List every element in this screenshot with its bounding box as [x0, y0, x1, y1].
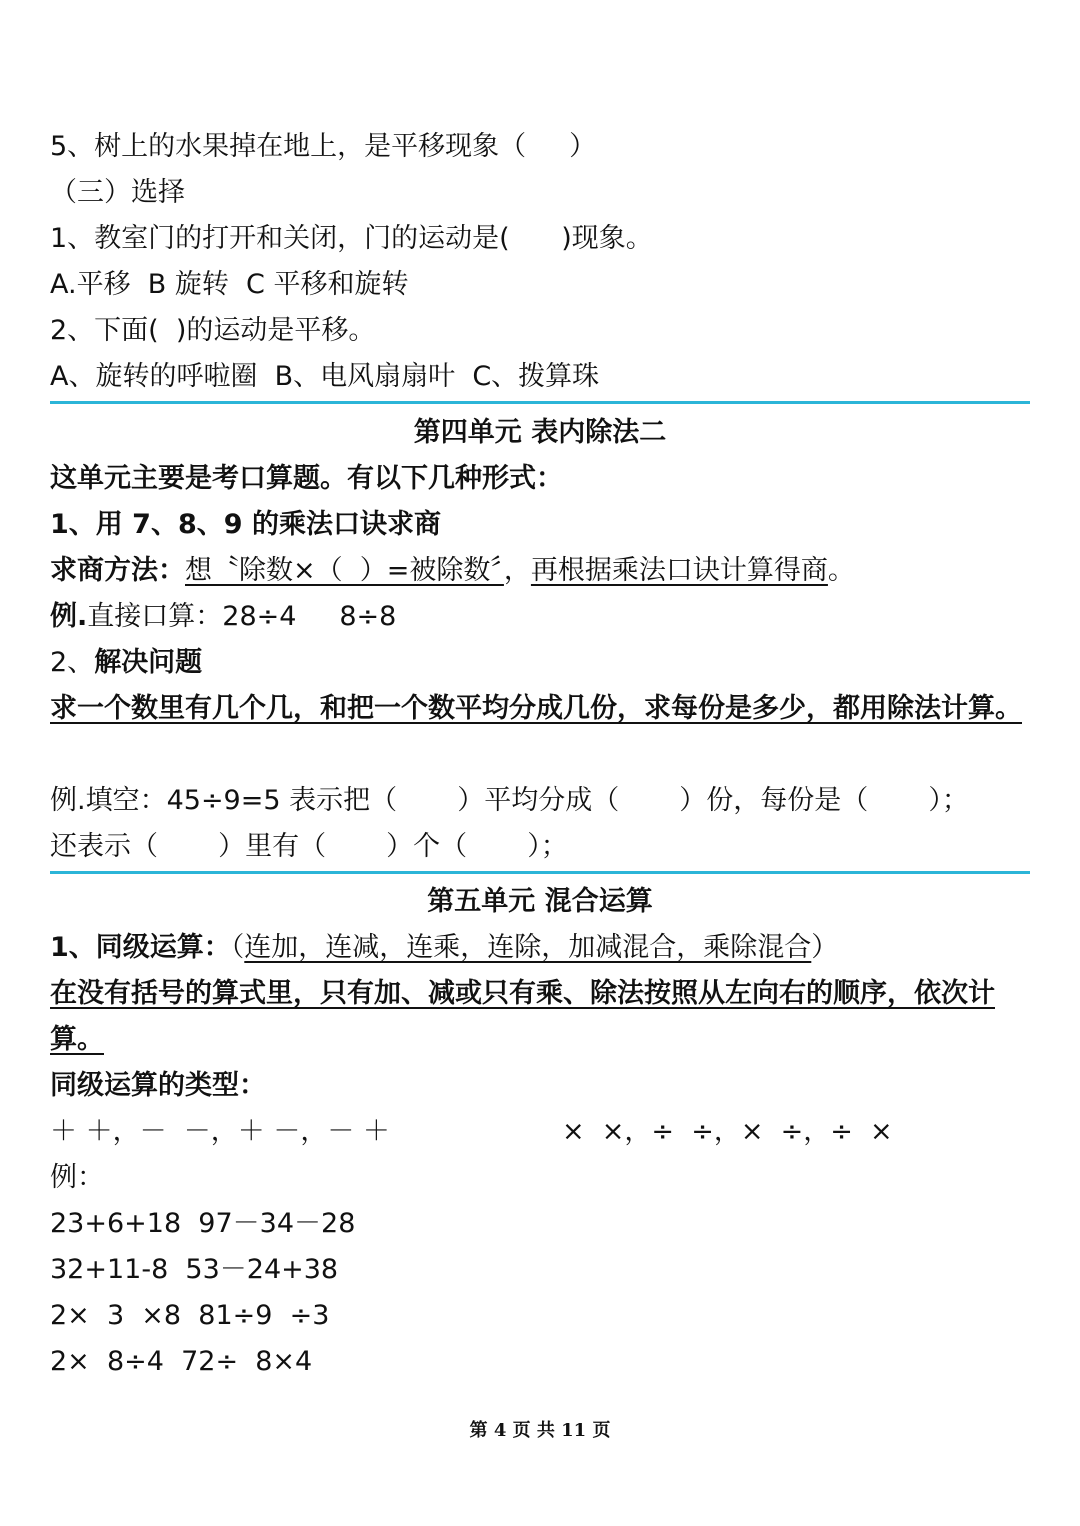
- unit5-example-4: 2× 8÷4 72÷ 8×4: [50, 1346, 313, 1377]
- unit5-example-label: 例：: [50, 1162, 104, 1193]
- judge-item-5: 5、树上的水果掉在地上，是平移现象（ ）: [50, 131, 597, 162]
- method-separator: ，: [503, 555, 531, 586]
- choice-question-1: 1、教室门的打开和关闭，门的运动是( )现象。: [50, 223, 653, 254]
- page-footer: 第 4 页 共 11 页: [469, 1420, 611, 1441]
- unit5-example-2: 32+11-8 53－24+38: [50, 1254, 339, 1285]
- unit4-method: [50, 548, 855, 594]
- unit4-division-rule: 求一个数里有几个几，和把一个数平均分成几份，求每份是多少，都用除法计算。: [50, 693, 1022, 724]
- item1-list: 连加，连减，连乘，连除，加减混合，乘除混合: [244, 932, 812, 963]
- method-part2: 再根据乘法口诀计算得商: [530, 555, 828, 586]
- unit4-example: [50, 594, 396, 640]
- item1-paren-open: （: [230, 932, 245, 963]
- unit5-types-left: ＋ ＋，－ －，＋ －，－ ＋: [50, 1116, 390, 1147]
- item2-title: 解决问题: [94, 647, 203, 678]
- unit4-item2: [50, 640, 202, 686]
- item1-paren-close: ）: [811, 932, 839, 963]
- item2-number: 2、: [50, 647, 95, 678]
- unit5-title: 第五单元 混合运算: [427, 886, 653, 917]
- choice-question-1-options: A.平移 B 旋转 C 平移和旋转: [50, 269, 409, 300]
- unit5-types-title: 同级运算的类型：: [50, 1070, 266, 1101]
- unit5-item1: [50, 925, 838, 971]
- section-divider: [50, 401, 1030, 404]
- item1-label: 1、同级运算：: [50, 932, 231, 963]
- choice-question-2-options: A、旋转的呼啦圈 B、电风扇扇叶 C、拨算珠: [50, 361, 600, 392]
- example-text: 直接口算：28÷4 8÷8: [87, 601, 397, 632]
- unit5-order-rule: 在没有括号的算式里，只有加、减或只有乘、除法按照从左向右的顺序，依次计算。: [50, 978, 995, 1055]
- method-end: 。: [827, 555, 855, 586]
- unit5-types-right: × ×，÷ ÷，× ÷，÷ ×: [562, 1116, 893, 1147]
- unit5-example-3: 2× 3 ×8 81÷9 ÷3: [50, 1300, 330, 1331]
- unit4-item1-title: 1、用 7、8、9 的乘法口诀求商: [50, 509, 441, 540]
- choice-heading: （三）选择: [50, 177, 185, 208]
- choice-question-2: 2、下面( )的运动是平移。: [50, 315, 376, 346]
- method-label: 求商方法：: [50, 555, 185, 586]
- unit4-fill-line-2: 还表示（ ）里有（ ）个（ ）；: [50, 831, 568, 862]
- unit4-title: 第四单元 表内除法二: [413, 417, 667, 448]
- unit4-fill-line-1: 例.填空：45÷9=5 表示把（ ）平均分成（ ）份，每份是（ ）；: [50, 785, 969, 816]
- unit4-intro: 这单元主要是考口算题。有以下几种形式：: [50, 463, 563, 494]
- method-part1: 想〝除数×（ ）=被除数〞: [185, 555, 504, 586]
- unit5-example-1: 23+6+18 97－34－28: [50, 1208, 356, 1239]
- example-label: 例.: [50, 601, 88, 632]
- section-divider: [50, 871, 1030, 874]
